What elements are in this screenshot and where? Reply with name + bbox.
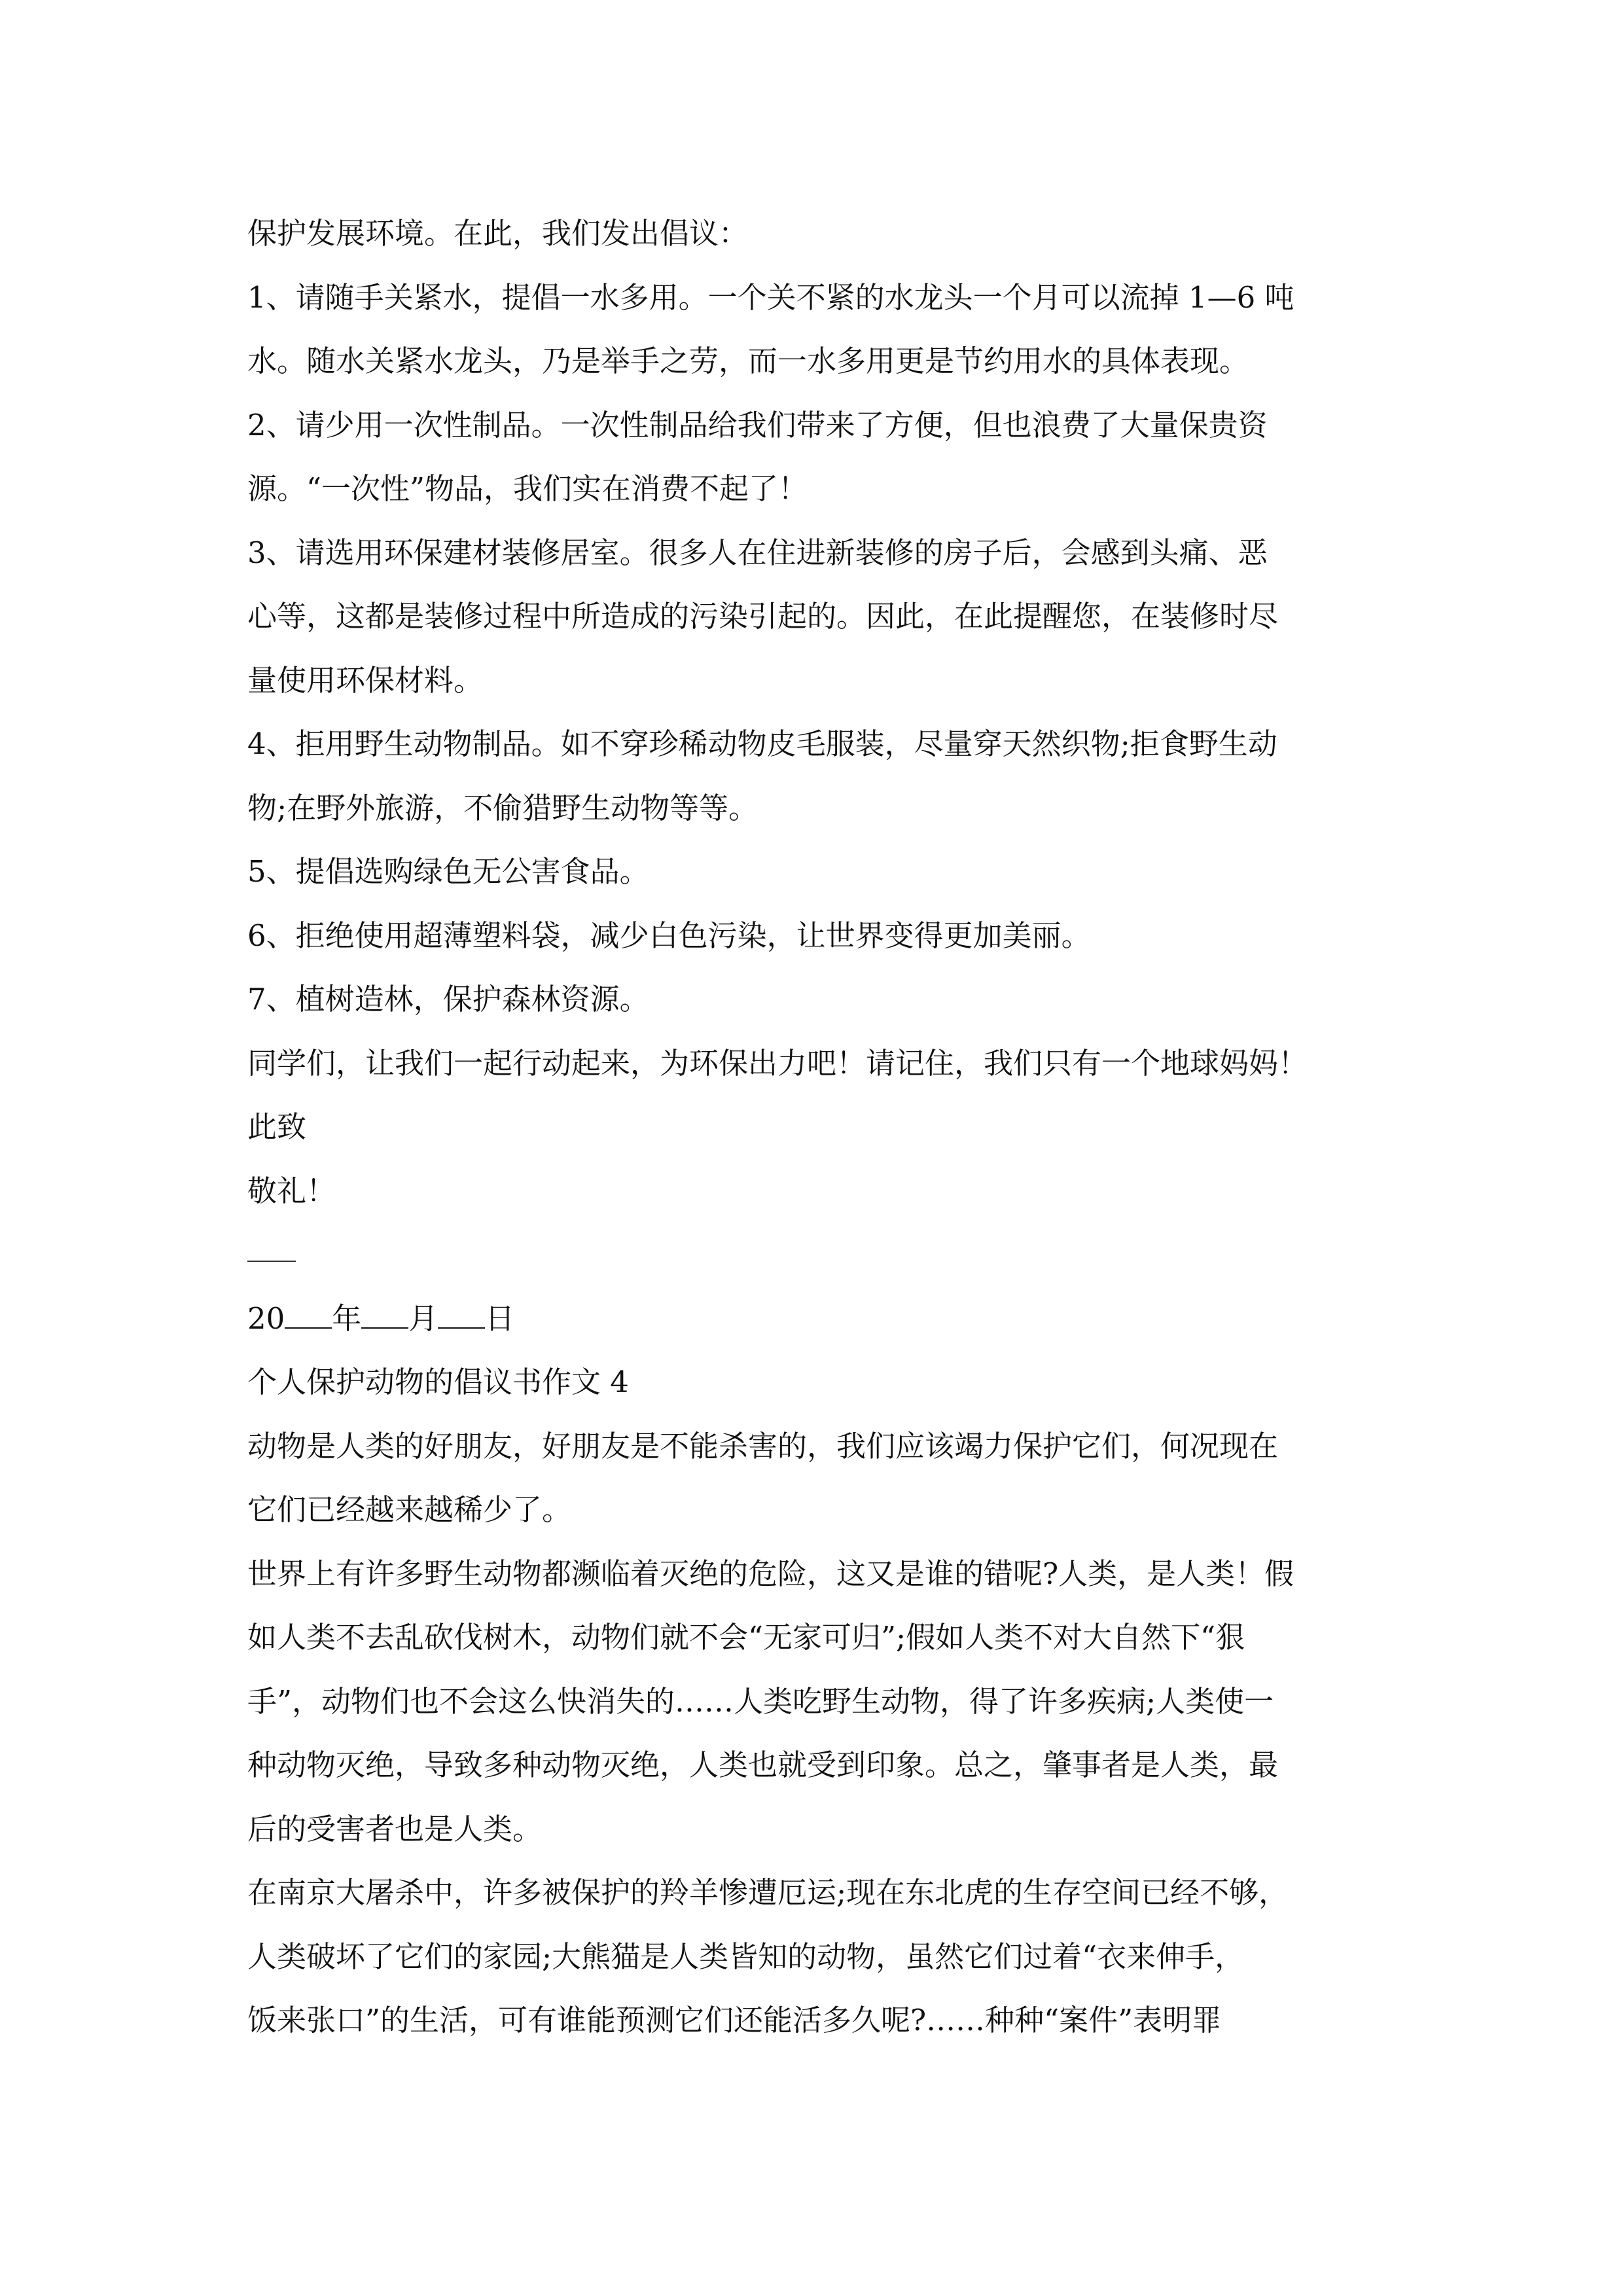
closing-appeal: 同学们，让我们一起行动起来，为环保出力吧！请记住，我们只有一个地球妈妈！ xyxy=(247,1045,1308,1081)
proposal-item-3-cont: 心等，这都是装修过程中所造成的污染引起的。因此，在此提醒您，在装修时尽 xyxy=(247,599,1279,634)
signature-rule xyxy=(247,1261,296,1262)
signature-line xyxy=(247,1223,1399,1287)
proposal-item-1-cont: 水。随水关紧水龙头，乃是举手之劳，而一水多用更是节约用水的具体表现。 xyxy=(247,344,1249,378)
essay-line: 动物是人类的好朋友，好朋友是不能杀害的，我们应该竭力保护它们，何况现在 xyxy=(247,1428,1279,1463)
essay-line: 它们已经越来越稀少了。 xyxy=(247,1492,572,1527)
proposal-item-4: 4、拒用野生动物制品。如不穿珍稀动物皮毛服装，尽量穿天然织物;拒食野生动 xyxy=(247,726,1277,761)
proposal-item-6: 6、拒绝使用超薄塑料袋，减少白色污染，让世界变得更加美丽。 xyxy=(247,918,1091,953)
date-month-blank xyxy=(361,1304,408,1329)
proposal-item-4-cont: 物;在野外旅游，不偷猎野生动物等等。 xyxy=(247,790,758,825)
proposal-item-2-cont: 源。“一次性”物品，我们实在消费不起了！ xyxy=(247,471,808,506)
essay-line: 种动物灭绝，导致多种动物灭绝，人类也就受到印象。总之，肇事者是人类，最 xyxy=(247,1748,1279,1782)
salutation-jingli: 敬礼！ xyxy=(247,1173,336,1208)
date-day-blank xyxy=(438,1304,485,1329)
document-body xyxy=(247,202,1399,2053)
section-title: 个人保护动物的倡议书作文 4 xyxy=(247,1365,629,1399)
essay-line: 饭来张口”的生活，可有谁能预测它们还能活多久呢?……种种“案件”表明罪 xyxy=(247,2003,1222,2037)
date-month-label: 月 xyxy=(408,1300,438,1336)
date-line xyxy=(247,1287,1399,1351)
proposal-item-5: 5、提倡选购绿色无公害食品。 xyxy=(247,854,649,889)
date-year-blank xyxy=(285,1304,332,1329)
proposal-item-2: 2、请少用一次性制品。一次性制品给我们带来了方便，但也浪费了大量保贵资 xyxy=(247,407,1268,442)
proposal-item-7: 7、植树造林，保护森林资源。 xyxy=(247,982,649,1016)
essay-line: 手”，动物们也不会这么快消失的……人类吃野生动物，得了许多疾病;人类使一 xyxy=(247,1683,1274,1719)
paragraph-line: 保护发展环境。在此，我们发出倡议： xyxy=(247,216,749,251)
date-day-label: 日 xyxy=(485,1300,515,1336)
salutation-cizhi: 此致 xyxy=(247,1109,307,1144)
proposal-item-3: 3、请选用环保建材装修居室。很多人在住进新装修的房子后，会感到头痛、恶 xyxy=(247,535,1268,570)
proposal-item-3-cont: 量使用环保材料。 xyxy=(247,662,484,698)
essay-line: 世界上有许多野生动物都濒临着灭绝的危险，这又是谁的错呢?人类，是人类！假 xyxy=(247,1556,1294,1591)
essay-line: 后的受害者也是人类。 xyxy=(247,1811,543,1846)
essay-line: 在南京大屠杀中，许多被保护的羚羊惨遭厄运;现在东北虎的生存空间已经不够， xyxy=(247,1875,1289,1910)
date-year-label: 年 xyxy=(332,1300,362,1336)
proposal-item-1: 1、请随手关紧水，提倡一水多用。一个关不紧的水龙头一个月可以流掉 1—6 吨 xyxy=(247,279,1294,315)
essay-line: 如人类不去乱砍伐树木，动物们就不会“无家可归”;假如人类不对大自然下“狠 xyxy=(247,1620,1245,1655)
essay-line: 人类破坏了它们的家园;大熊猫是人类皆知的动物，虽然它们过着“衣来伸手， xyxy=(247,1939,1245,1974)
date-year-prefix: 20 xyxy=(247,1300,285,1336)
